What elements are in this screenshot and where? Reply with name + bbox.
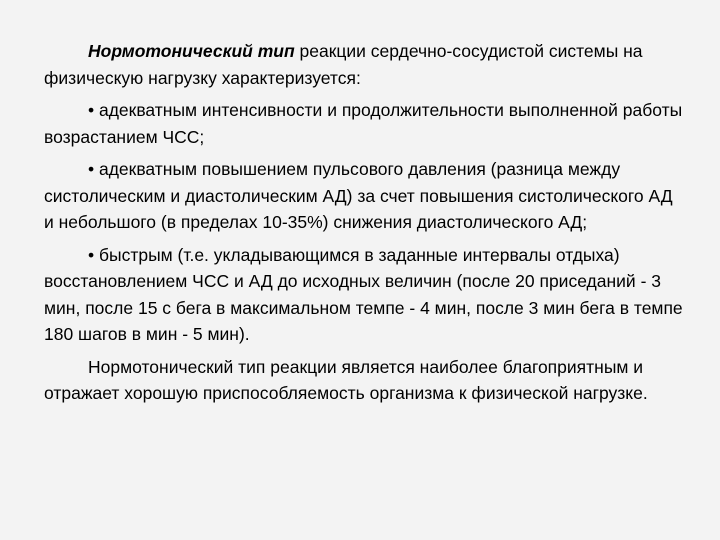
- bullet-item-2: • адекватным повышением пульсового давления (разница между систолическим и диастолическим АД) за счет повышения систолического АД и небольшого (в пределах 10-35%) снижения диастолического АД;: [44, 159, 673, 232]
- document-body: [44, 38, 684, 413]
- intro-lead-term: Нормотонический тип: [88, 41, 295, 61]
- bullet-item-1: • адекватным интенсивности и продолжительности выполненной работы возрастанием ЧСС;: [44, 100, 683, 147]
- intro-text: реакции сердечно-сосудистой системы на физическую нагрузку характеризуется:: [44, 41, 643, 88]
- conclusion-paragraph: Нормотонический тип реакции является наиболее благоприятным и отражает хорошую приспособляемость организма к физической нагрузке.: [44, 356, 648, 403]
- bullet-item-3: • быстрым (т.е. укладывающимся в заданные интервалы отдыха) восстановлением ЧСС и АД до исходных величин (после 20 приседаний - 3 мин, после 15 с бега в максимальном темпе - 4 мин, после 3 мин бега в темпе 180 шагов в мин - 5 мин).: [44, 244, 683, 344]
- intro-paragraph: [44, 38, 684, 91]
